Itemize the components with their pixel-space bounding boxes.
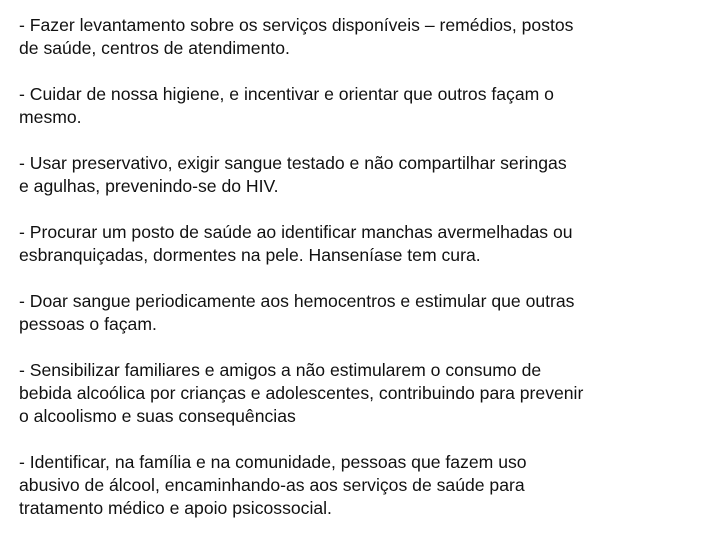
bullet-paragraph-blood-donation: - Doar sangue periodicamente aos hemocentros e estimular que outras pessoas o façam.: [19, 291, 575, 334]
bullet-paragraph-hanseniase: - Procurar um posto de saúde ao identificar manchas avermelhadas ou esbranquiçadas, dormentes na pele. Hanseníase tem cura.: [19, 222, 573, 265]
bullet-paragraph-alcohol-awareness: - Sensibilizar familiares e amigos a não estimularem o consumo de bebida alcoólica por crianças e adolescentes, contribuindo para prevenir o alcoolismo e suas consequências: [19, 360, 584, 426]
bullet-paragraph-hiv-prevention: - Usar preservativo, exigir sangue testado e não compartilhar seringas e agulhas, prevenindo-se do HIV.: [19, 153, 567, 196]
bullet-paragraph-services: - Fazer levantamento sobre os serviços disponíveis – remédios, postos de saúde, centros de atendimento.: [19, 15, 574, 58]
bullet-paragraph-alcohol-abuse: - Identificar, na família e na comunidade, pessoas que fazem uso abusivo de álcool, encaminhando-as aos serviços de saúde para tratamento médico e apoio psicossocial.: [19, 452, 527, 518]
bullet-paragraph-hygiene: - Cuidar de nossa higiene, e incentivar e orientar que outros façam o mesmo.: [19, 84, 554, 127]
slide-content: [19, 14, 719, 520]
